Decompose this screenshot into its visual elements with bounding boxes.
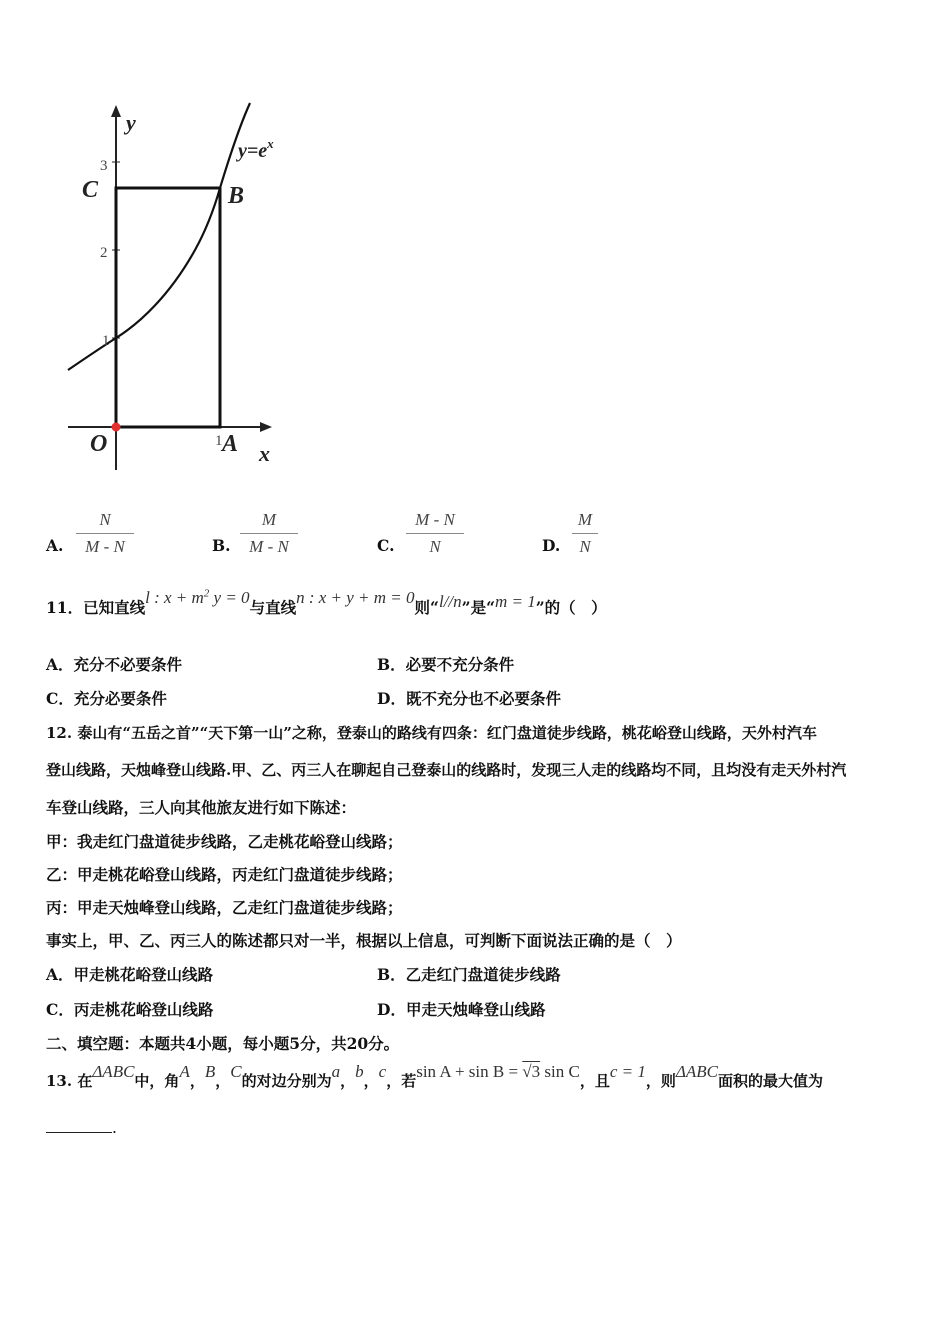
point-label-C: C <box>82 177 99 203</box>
q11-number: 11． <box>46 598 84 617</box>
tick-label-3: 3 <box>100 158 108 174</box>
y-axis-arrow <box>111 105 121 117</box>
q11-option-c[interactable]: C．充分必要条件 <box>46 689 167 708</box>
q10-option-c-num: M - N <box>415 510 455 529</box>
curve-label: $y=e^x$ <box>238 136 274 162</box>
q11-option-d[interactable]: D．既不充分也不必要条件 <box>377 689 561 708</box>
q11-then: 则 <box>414 598 431 617</box>
q11-option-b[interactable]: B．必要不充分条件 <box>377 655 515 674</box>
q12-statement-jia: 甲：我走红门盘道徒步线路，乙走桃花峪登山线路； <box>46 832 403 851</box>
q13-triangle: ΔABC <box>92 1062 135 1081</box>
q11-line-n: n : x + y + m = 0 <box>296 588 415 607</box>
q11-line-l: l : $x + m^2$ y = 0 <box>145 587 250 607</box>
q12-line-2: 登山线路，天烛峰登山线路.甲、乙、丙三人在聊起自己登泰山的线路时，发现三人走的线路均不同，且均没有走天外村汽 <box>46 761 847 779</box>
q11-cond2: m = 1 <box>495 592 536 611</box>
point-label-B: B <box>228 183 245 209</box>
point-label-O: O <box>90 431 108 457</box>
y-axis-label: y <box>126 110 136 135</box>
tick-label-2: 2 <box>100 245 108 261</box>
q12-statement-bing: 丙：甲走天烛峰登山线路，乙走红门盘道徒步线路； <box>46 898 403 917</box>
q10-option-a-den: M - N <box>85 537 125 556</box>
q12-line-1: 12. 泰山有“五岳之首”“天下第一山”之称，登泰山的路线有四条：红门盘道徒步线路，桃花峪登山线路，天外村汽车 <box>46 724 817 742</box>
origin-point <box>112 423 121 432</box>
q10-option-c-label: C. <box>377 536 395 555</box>
q10-option-d-den: N <box>579 537 591 556</box>
rectangle-OABC <box>116 188 220 427</box>
q10-option-b-num: M <box>261 510 277 529</box>
q10-option-b-fraction <box>240 509 298 558</box>
q13-stem: 13. 在ΔABC中，角A，B，C的对边分别为a，b，c，若sin A + sin B = √3 sin C，且c = 1，则ΔABC面积的最大值为 <box>46 1062 823 1090</box>
q12-option-b[interactable]: B．乙走红门盘道徒步线路 <box>377 965 561 984</box>
q12-option-d[interactable]: D．甲走天烛峰登山线路 <box>377 1000 546 1019</box>
q12-statement-yi: 乙：甲走桃花峪登山线路，丙走红门盘道徒步线路； <box>46 865 403 884</box>
q10-option-b-den: M - N <box>249 537 289 556</box>
q12-option-a[interactable]: A．甲走桃花峪登山线路 <box>46 965 214 984</box>
q10-option-c-fraction <box>406 509 464 558</box>
q12-line-3: 车登山线路，三人向其他旅友进行如下陈述： <box>46 798 357 817</box>
q11-stem <box>46 587 607 618</box>
q10-option-a-num: N <box>99 510 111 529</box>
q11-tail: 的（ ） <box>544 598 607 617</box>
tick-label-x1: 1 <box>215 433 223 449</box>
figure-graph <box>60 95 290 475</box>
answer-blank[interactable] <box>46 1118 112 1133</box>
q10-option-c-den: N <box>429 537 441 556</box>
tick-label-1: 1 <box>102 333 110 349</box>
q13-equation: sin A + sin B = √3 sin C <box>416 1062 580 1081</box>
q11-mid: 与直线 <box>249 598 297 617</box>
q11-lq1: “ <box>430 598 439 617</box>
q10-option-b-label: B. <box>212 536 231 555</box>
x-axis-label: x <box>259 441 270 466</box>
q11-rq2: ” <box>535 598 545 617</box>
q10-option-d-num: M <box>577 510 593 529</box>
q11-cond1: l//n <box>438 592 462 611</box>
q10-option-d-fraction <box>572 509 598 558</box>
q11-rq1: ” <box>461 598 471 617</box>
q11-option-a[interactable]: A．充分不必要条件 <box>46 655 183 674</box>
exp-curve <box>68 103 250 370</box>
q10-option-d-label: D. <box>542 536 561 555</box>
q11-pre: 已知直线 <box>83 598 146 617</box>
q13-answer-line[interactable]: . <box>46 1118 117 1137</box>
q11-lq2: “ <box>486 598 495 617</box>
q12-stem: 事实上，甲、乙、丙三人的陈述都只对一半，根据以上信息，可判断下面说法正确的是（ ） <box>46 931 682 950</box>
q10-option-a-fraction <box>76 509 134 558</box>
q12-option-c[interactable]: C．丙走桃花峪登山线路 <box>46 1000 214 1019</box>
x-axis-arrow <box>260 422 272 432</box>
section-heading: 二、填空题：本题共4小题，每小题5分，共20分。 <box>46 1034 400 1053</box>
q10-option-a-label: A. <box>46 536 64 555</box>
point-label-A: A <box>222 431 239 457</box>
q11-is: 是 <box>470 598 487 617</box>
